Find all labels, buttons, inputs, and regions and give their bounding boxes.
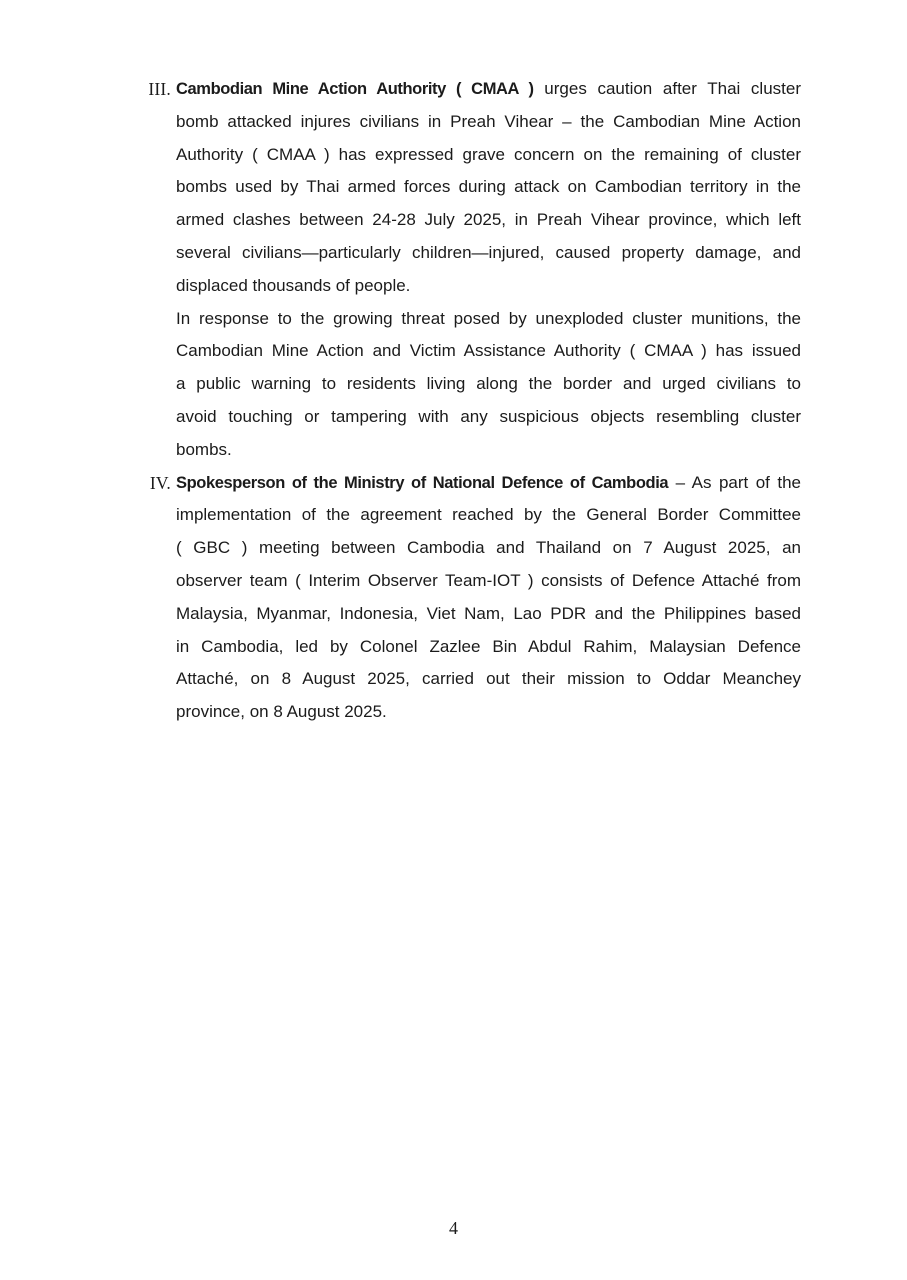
text-line: implementation of the agreement reached by the General Border Committee xyxy=(176,505,801,525)
text-line: several civilians—particularly children—injured, caused property damage, and xyxy=(176,242,801,262)
text-line: Malaysia, Myanmar, Indonesia, Viet Nam, Lao PDR and the Philippines based xyxy=(176,603,801,623)
text-line: province, on 8 August 2025. xyxy=(176,702,387,722)
text-line: bombs. xyxy=(176,439,232,459)
text-line xyxy=(176,73,801,106)
text-line: ( GBC ) meeting between Cambodia and Thailand on 7 August 2025, an xyxy=(176,538,801,558)
text-line: Authority ( CMAA ) has expressed grave concern on the remaining of cluster xyxy=(176,144,801,164)
text-line: In response to the growing threat posed by unexploded cluster munitions, the xyxy=(176,308,801,328)
document-body xyxy=(143,73,801,729)
text-line: displaced thousands of people. xyxy=(176,275,411,295)
text-line: a public warning to residents living along the border and urged civilians to xyxy=(176,374,801,394)
text-line: Attaché, on 8 August 2025, carried out their mission to Oddar Meanchey xyxy=(176,669,801,689)
list-numeral-iv: IV. xyxy=(149,472,171,493)
list-item-iv xyxy=(143,467,801,729)
text-line: observer team ( Interim Observer Team-IOT ) consists of Defence Attaché from xyxy=(176,570,801,590)
list-numeral-iii: III. xyxy=(148,79,171,99)
text-line: bomb attacked injures civilians in Preah Vihear – the Cambodian Mine Action xyxy=(176,111,801,131)
text-line xyxy=(176,467,801,500)
page-number: 4 xyxy=(449,1218,458,1238)
item-iii-heading-rest: urges caution after Thai cluster xyxy=(544,79,801,98)
text-line: Cambodian Mine Action and Victim Assistance Authority ( CMAA ) has issued xyxy=(176,341,801,361)
list-item-iii xyxy=(143,73,801,467)
item-iv-heading-bold: Spokesperson of the Ministry of National Defence of Cambodia xyxy=(176,473,669,492)
text-line: in Cambodia, led by Colonel Zazlee Bin Abdul Rahim, Malaysian Defence xyxy=(176,636,801,656)
text-line: armed clashes between 24-28 July 2025, in Preah Vihear province, which left xyxy=(176,210,801,230)
text-line: avoid touching or tampering with any suspicious objects resembling cluster xyxy=(176,406,801,426)
item-iii-heading-bold: Cambodian Mine Action Authority ( CMAA ) xyxy=(176,80,534,98)
item-iv-heading-rest: – As part of the xyxy=(675,472,801,492)
text-line: bombs used by Thai armed forces during attack on Cambodian territory in the xyxy=(176,177,801,197)
